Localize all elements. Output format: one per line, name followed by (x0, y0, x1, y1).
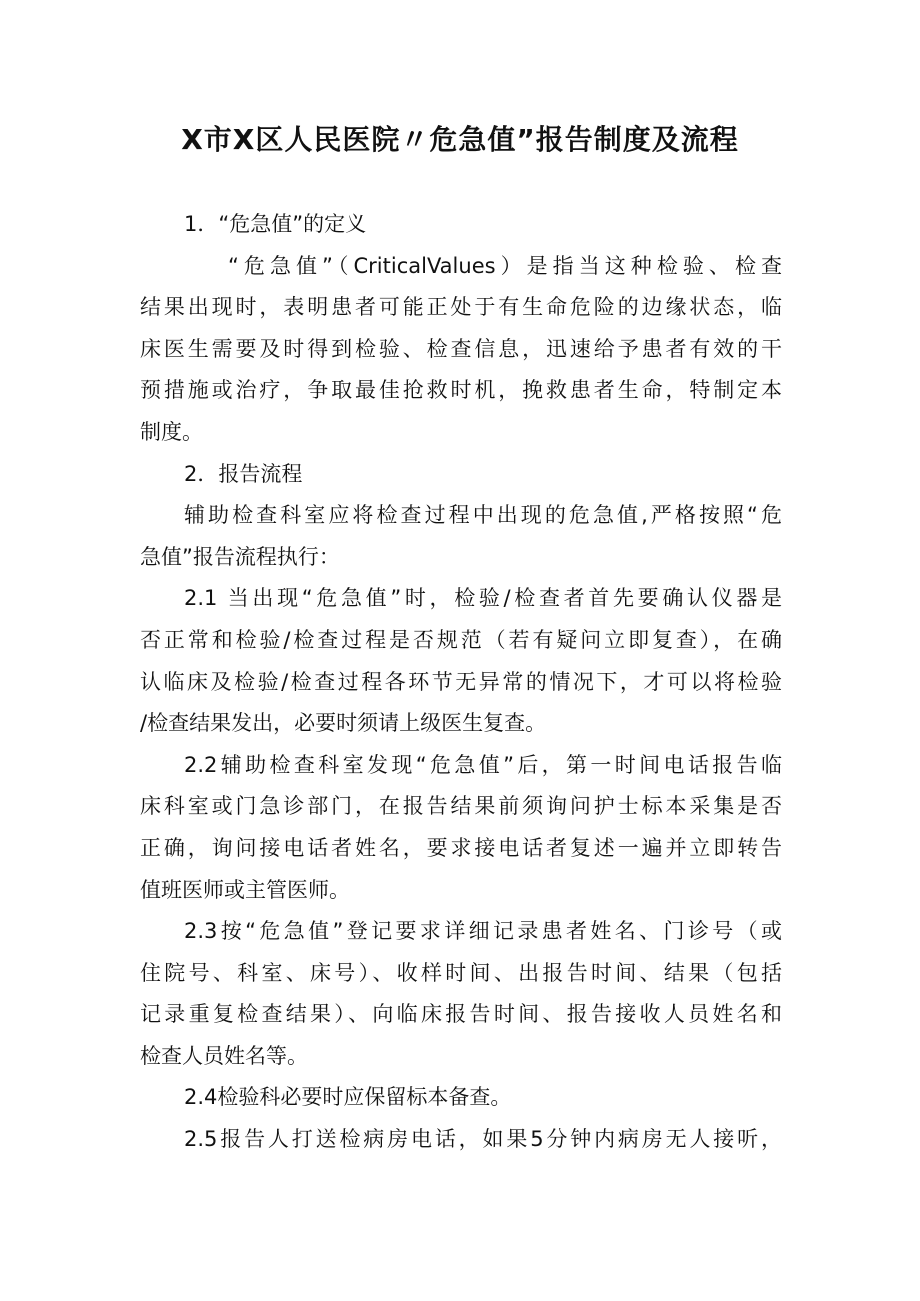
text-line: 检查人员姓名等。 (140, 1043, 308, 1068)
text-line: 2.5报告人打送检病房电话，如果5分钟内病房无人接听， (184, 1127, 782, 1152)
text-line: 辅助检查科室应将检查过程中出现的危急值,严格按照“危 (184, 503, 782, 528)
text-line: 正确，询问接电话者姓名，要求接电话者复述一遍并立即转告 (140, 835, 782, 860)
text-line: “危急值”（CriticalValues）是指当这种检验、检查 (228, 253, 782, 278)
text-line: 否正常和检验/检查过程是否规范（若有疑问立即复查），在确 (140, 627, 782, 652)
document-body (140, 204, 782, 1161)
text-line: 2．报告流程 (184, 461, 303, 486)
text-line: 床科室或门急诊部门，在报告结果前须询问护士标本采集是否 (140, 794, 782, 819)
text-line: 预措施或治疗，争取最佳抢救时机，挽救患者生命，特制定本 (140, 378, 782, 403)
text-line: 床医生需要及时得到检验、检查信息，迅速给予患者有效的干 (140, 336, 782, 361)
text-line: 2.1 当出现“危急值”时，检验/检查者首先要确认仪器是 (184, 586, 782, 611)
text-line: 急值”报告流程执行： (140, 544, 340, 569)
text-line: 2.2辅助检查科室发现“危急值”后，第一时间电话报告临 (184, 752, 782, 777)
text-line: 2.3按“危急值”登记要求详细记录患者姓名、门诊号（或 (184, 919, 782, 944)
text-line: 记录重复检查结果）、向临床报告时间、报告接收人员姓名和 (140, 1002, 782, 1027)
text-line: 住院号、科室、床号）、收样时间、出报告时间、结果（包括 (140, 960, 782, 985)
text-line: 结果出现时，表明患者可能正处于有生命危险的边缘状态，临 (140, 295, 782, 320)
text-line: 值班医师或主管医师。 (140, 877, 350, 902)
text-line: /检查结果发出，必要时须请上级医生复查。 (140, 711, 547, 736)
text-line: 1．“危急值”的定义 (184, 212, 367, 236)
text-line: 制度。 (140, 419, 203, 444)
text-line: 认临床及检验/检查过程各环节无异常的情况下，才可以将检验 (140, 669, 782, 694)
text-line: 2.4检验科必要时应保留标本备查。 (184, 1085, 512, 1110)
document-title: X市X区人民医院〃危急值”报告制度及流程 (181, 123, 739, 156)
